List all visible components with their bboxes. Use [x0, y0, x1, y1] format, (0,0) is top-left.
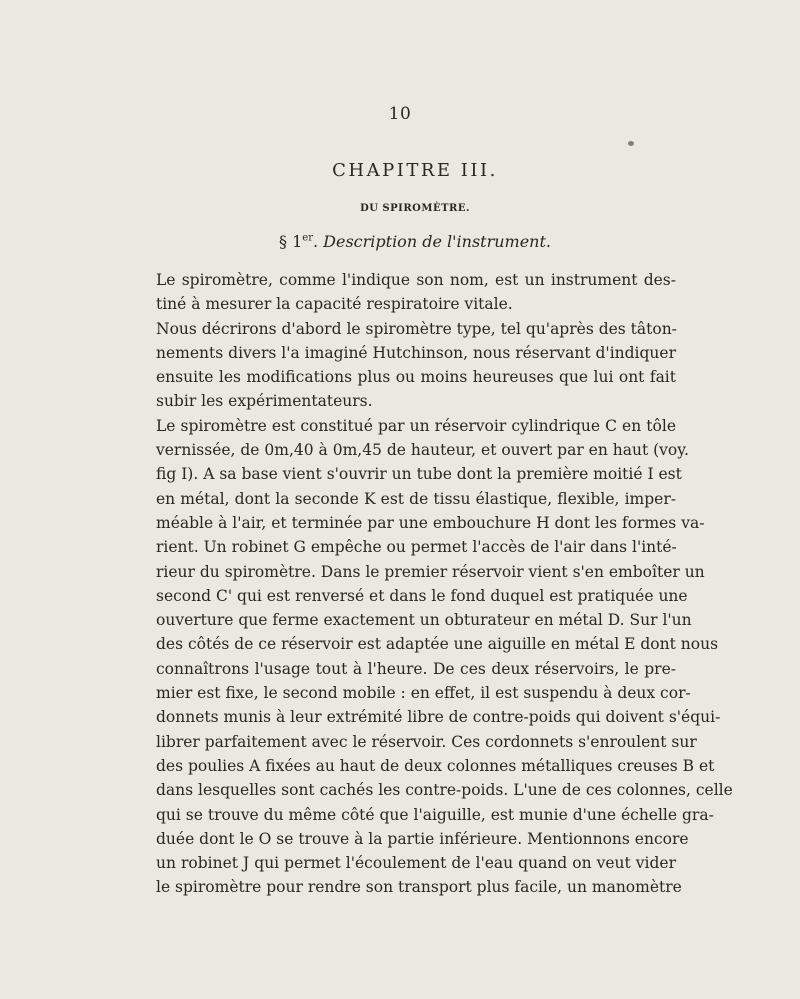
text-line: Le spiromètre est constitué par un réservoir cylindrique C en tôle: [156, 416, 676, 435]
text-line: méable à l'air, et terminée par une embouchure H dont les formes va-: [156, 513, 705, 532]
text-line: Nous décrirons d'abord le spiromètre type, tel qu'après des tâton-: [156, 319, 677, 338]
subsection-label: . Description de l'instrument.: [312, 232, 551, 251]
text-line: ouverture que ferme exactement un obturateur en métal D. Sur l'un: [156, 611, 692, 630]
subsection-number: 1er: [292, 232, 313, 251]
text-line: le spiromètre pour rendre son transport plus facile, un manomètre: [156, 878, 682, 897]
body-text: [156, 268, 733, 900]
text-line: tiné à mesurer la capacité respiratoire vitale.: [156, 295, 513, 314]
text-line: des poulies A fixées au haut de deux colonnes métalliques creuses B et: [156, 756, 715, 775]
text-line: subir les expérimentateurs.: [156, 392, 373, 411]
text-line: Le spiromètre, comme l'indique son nom, est un instrument des-: [156, 271, 676, 289]
text-line: un robinet J qui permet l'écoulement de l'eau quand on veut vider: [156, 854, 676, 873]
text-line: connaîtrons l'usage tout à l'heure. De ces deux réservoirs, le pre-: [156, 659, 676, 678]
text-line: fig I). A sa base vient s'ouvrir un tube dont la première moitié I est: [156, 465, 682, 484]
text-line: rieur du spiromètre. Dans le premier réservoir vient s'en emboîter un: [156, 562, 705, 581]
text-line: second C' qui est renversé et dans le fond duquel est pratiquée une: [156, 586, 688, 605]
text-line: rient. Un robinet G empêche ou permet l'accès de l'air dans l'inté-: [156, 538, 677, 557]
text-line: des côtés de ce réservoir est adaptée une aiguille en métal E dont nous: [156, 635, 719, 654]
chapter-title: CHAPITRE III.: [332, 160, 498, 181]
text-line: donnets munis à leur extrémité libre de contre-poids qui doivent s'équi-: [156, 708, 721, 727]
text-line: qui se trouve du même côté que l'aiguille, est munie d'une échelle gra-: [156, 805, 714, 824]
subsection-heading: [0, 232, 800, 251]
text-line: librer parfaitement avec le réservoir. Ces cordonnets s'enroulent sur: [156, 732, 697, 751]
text-line: nements divers l'a imaginé Hutchinson, nous réservant d'indiquer: [156, 343, 676, 362]
text-line: ensuite les modifications plus ou moins heureuses que lui ont fait: [156, 368, 676, 387]
text-line: mier est fixe, le second mobile : en effet, il est suspendu à deux cor-: [156, 684, 691, 703]
text-line: dans lesquelles sont cachés les contre-poids. L'une de ces colonnes, celle: [156, 781, 733, 800]
ink-smudge: [628, 141, 634, 146]
text-line: duée dont le O se trouve à la partie inférieure. Mentionnons encore: [156, 829, 689, 848]
section-symbol: §: [279, 232, 287, 251]
text-line: vernissée, de 0m,40 à 0m,45 de hauteur, et ouvert par en haut (voy.: [156, 441, 689, 460]
text-line: en métal, dont la seconde K est de tissu élastique, flexible, imper-: [156, 489, 676, 508]
section-title: DU SPIROMÈTRE.: [360, 203, 470, 214]
page-number: 10: [388, 104, 412, 124]
